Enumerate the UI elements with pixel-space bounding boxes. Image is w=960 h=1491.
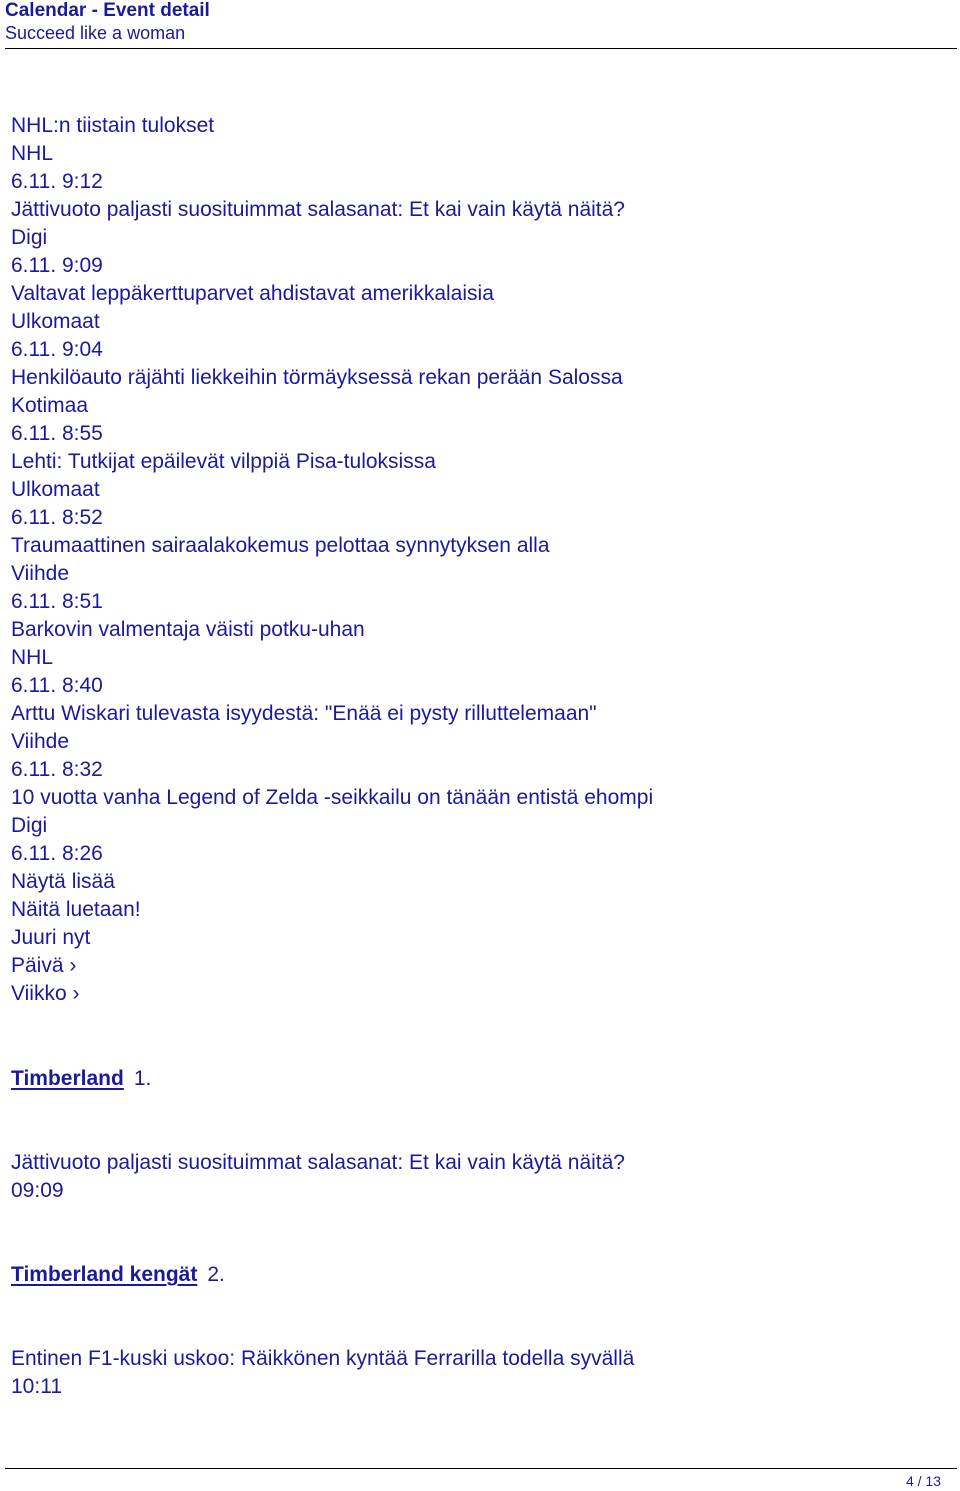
news-time: 6.11. 9:04 [11,338,103,361]
popular-heading: Näitä luetaan! [11,898,141,921]
news-item [11,448,941,532]
news-category[interactable]: Viihde [11,562,69,585]
news-time: 6.11. 8:52 [11,506,103,529]
news-category[interactable]: NHL [11,646,54,669]
popular-headline[interactable]: Jättivuoto paljasti suosituimmat salasanat: Et kai vain käytä näitä? [11,1151,625,1174]
popular-item [11,1149,941,1205]
popular-item [11,1345,941,1401]
news-list [11,112,941,1008]
popular-time: 10:11 [11,1375,62,1398]
news-item [11,112,941,196]
news-headline[interactable]: Henkilöauto räjähti liekkeihin törmäyksessä rekan perään Salossa [11,366,623,389]
page-footer [5,1468,957,1489]
news-headline[interactable]: Lehti: Tutkijat epäilevät vilppiä Pisa-tuloksissa [11,450,436,473]
popular-headline[interactable]: Entinen F1-kuski uskoo: Räikkönen kyntää Ferrarilla todella syvällä [11,1347,635,1370]
news-item [11,196,941,280]
news-headline[interactable]: 10 vuotta vanha Legend of Zelda -seikkailu on tänään entistä ehompi [11,786,654,809]
news-headline[interactable]: Traumaattinen sairaalakokemus pelottaa synnytyksen alla [11,534,550,557]
timberland-link[interactable]: Timberland [11,1067,124,1090]
tab-now[interactable]: Juuri nyt [11,926,91,949]
news-item [11,532,941,616]
news-headline[interactable]: Arttu Wiskari tulevasta isyydestä: "Enää ei pysty rilluttelemaan" [11,702,597,725]
news-time: 6.11. 9:09 [11,254,103,277]
news-time: 6.11. 8:51 [11,590,103,613]
news-category[interactable]: Kotimaa [11,394,89,417]
news-headline[interactable]: Barkovin valmentaja väisti potku-uhan [11,618,365,641]
tab-week[interactable]: Viikko › [11,982,80,1005]
news-category[interactable]: Ulkomaat [11,310,100,333]
news-time: 6.11. 8:26 [11,842,103,865]
news-item [11,700,941,784]
header-title: Calendar - Event detail [5,0,210,21]
tab-day[interactable]: Päivä › [11,954,77,977]
rank-number: 1. [133,1067,152,1090]
news-item [11,280,941,364]
page-number: 4 / 13 [905,1473,941,1489]
news-time: 6.11. 8:55 [11,422,103,445]
news-time: 6.11. 8:32 [11,758,103,781]
news-headline[interactable]: Valtavat leppäkerttuparvet ahdistavat amerikkalaisia [11,282,494,305]
news-category[interactable]: Digi [11,226,48,249]
news-item [11,364,941,448]
news-time: 6.11. 8:40 [11,674,103,697]
news-category[interactable]: Ulkomaat [11,478,100,501]
news-item [11,784,941,868]
popular-time: 09:09 [11,1179,64,1202]
news-headline[interactable]: Jättivuoto paljasti suosituimmat salasanat: Et kai vain käytä näitä? [11,198,625,221]
news-headline[interactable]: NHL:n tiistain tulokset [11,114,215,137]
timberland-shoes-link[interactable]: Timberland kengät [11,1263,198,1286]
rank-number: 2. [207,1263,225,1286]
header-subtitle: Succeed like a woman [5,23,186,43]
news-time: 6.11. 9:12 [11,170,103,193]
news-category[interactable]: NHL [11,142,54,165]
page-header [5,0,957,49]
ranked-entry-1 [11,1065,151,1093]
show-more-link[interactable]: Näytä lisää [11,870,115,893]
ranked-entry-2 [11,1261,225,1289]
news-item [11,616,941,700]
news-category[interactable]: Viihde [11,730,69,753]
news-category[interactable]: Digi [11,814,48,837]
